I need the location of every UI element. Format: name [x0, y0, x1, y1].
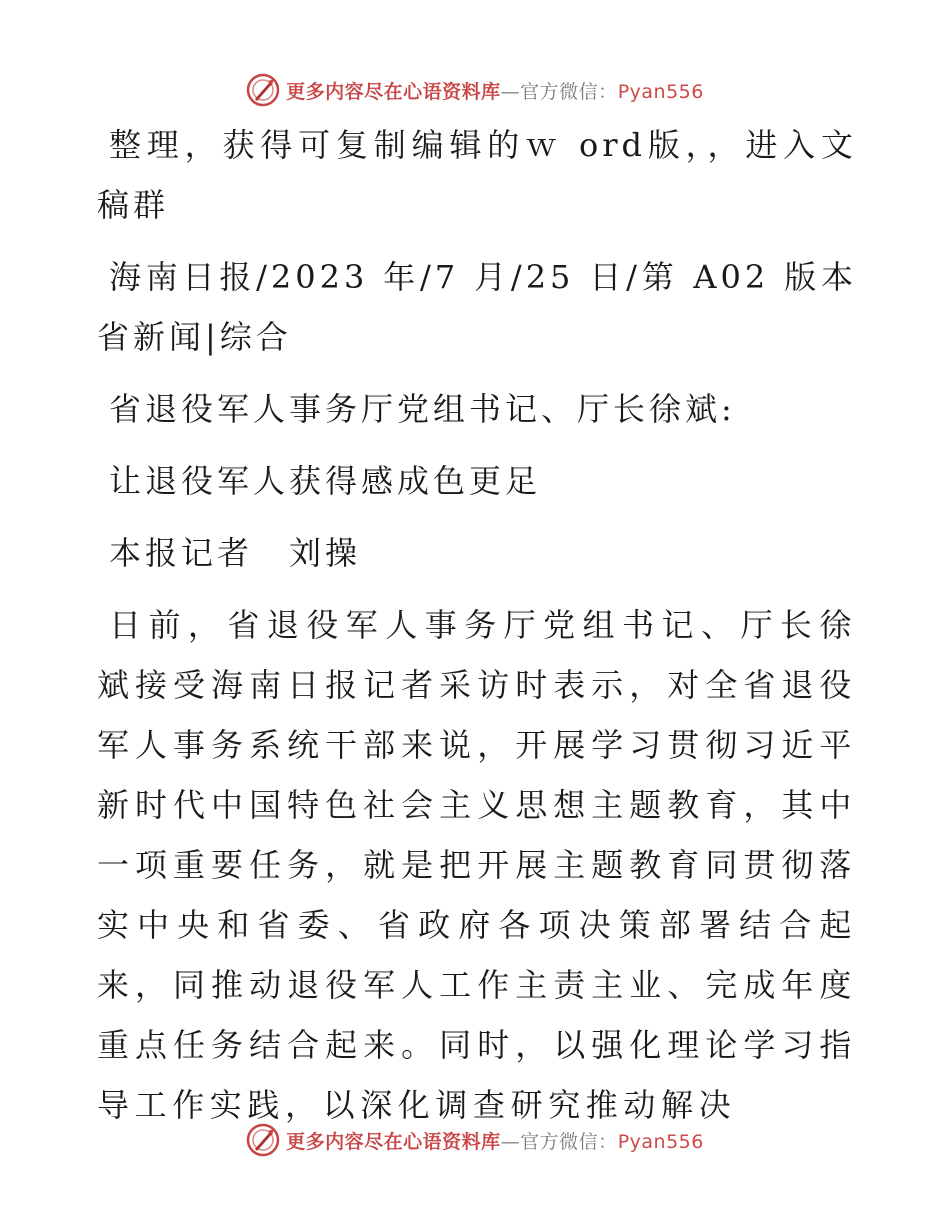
watermark-label: 官方微信： — [520, 80, 618, 103]
quill-logo-icon — [246, 73, 280, 107]
watermark-text — [286, 1127, 704, 1154]
intro-line: 整理，获得可复制编辑的ｗ ord版，，进入文稿群 — [97, 126, 857, 224]
body-paragraph: 日前，省退役军人事务厅党组书记、厅长徐斌接受海南日报记者采访时表示，对全省退役军人事务系统干部来说，开展学习贯彻习近平新时代中国特色社会主义思想主题教育，其中一项重要任务，就是把开展主题教育同贯彻落实中央和省委、省政府各项决策部署结合起来，同推动退役军人工作主责主业、完成年度重点任务结合起来。同时，以强化理论学习指导工作实践，以深化调查研究推动解决 — [97, 606, 857, 1124]
subtitle-line: 省退役军人事务厅党组书记、厅长徐斌: — [109, 390, 736, 428]
watermark-text — [286, 77, 704, 104]
watermark-label: 官方微信： — [520, 1130, 618, 1153]
watermark-separator: — — [500, 1130, 521, 1153]
source-line: 海南日报/2023 年/7 月/25 日/第 A02 版本省新闻|综合 — [97, 258, 857, 356]
watermark-separator: — — [500, 80, 521, 103]
watermark-brand: 更多内容尽在心语资料库 — [286, 80, 501, 103]
watermark-account: Pyan556 — [617, 80, 704, 103]
watermark-brand: 更多内容尽在心语资料库 — [286, 1130, 501, 1153]
watermark-account: Pyan556 — [617, 1130, 704, 1153]
document-body — [97, 115, 857, 1135]
watermark-footer — [0, 1120, 950, 1160]
headline: 让退役军人获得感成色更足 — [109, 462, 542, 500]
watermark-header — [0, 70, 950, 110]
byline: 本报记者 刘操 — [109, 534, 362, 572]
quill-logo-icon — [246, 1123, 280, 1157]
